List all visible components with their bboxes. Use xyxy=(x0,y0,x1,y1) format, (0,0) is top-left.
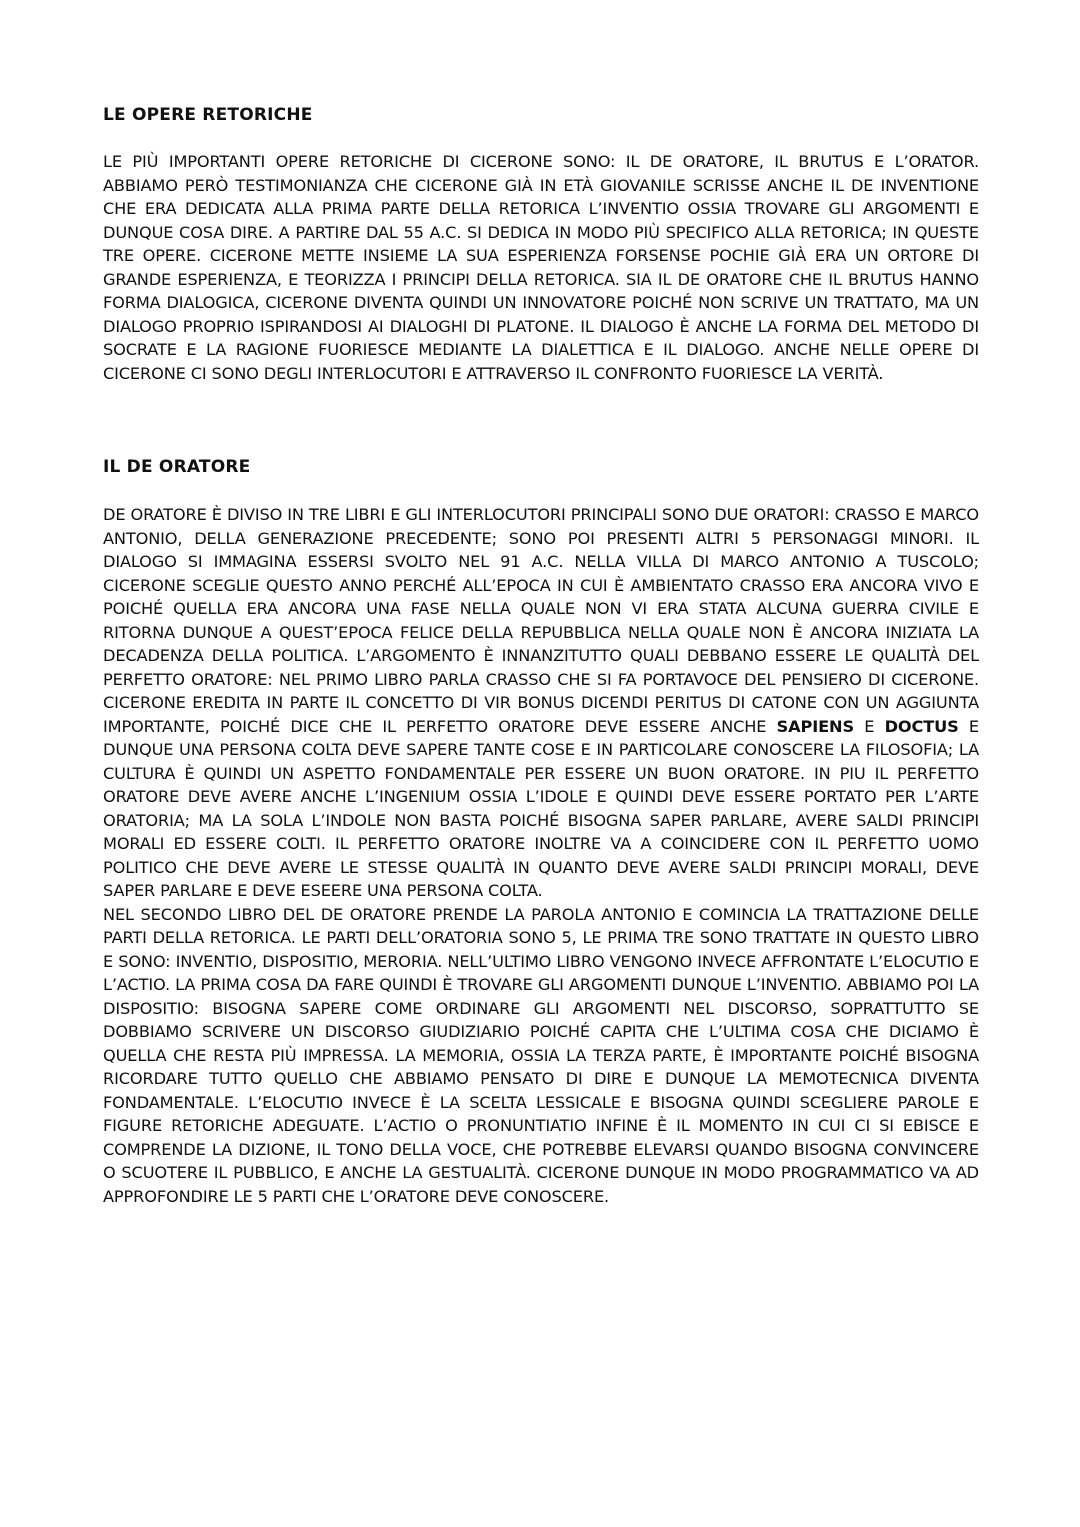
bold-term-doctus: DOCTUS xyxy=(884,716,959,736)
paragraph-text: DE ORATORE È DIVISO IN TRE LIBRI E GLI INTERLOCUTORI PRINCIPALI SONO DUE ORATORI: CRASSO E MARCO ANTONIO, DELLA GENERAZIONE PRECEDENTE; SONO POI PRESENTI ALTRI 5 PERSONAGGI MINORI. IL DIALOGO SI IMMAGINA ESSERSI SVOLTO NEL 91 A.C. NELLA VILLA DI MARCO ANTONIO A TUSCOLO; CICERONE SCEGLIE QUESTO ANNO PERCHÉ ALL’EPOCA IN CUI È AMBIENTATO CRASSO ERA ANCORA VIVO E POICHÉ QUELLA ERA ANCORA UNA FASE NELLA QUALE NON VI ERA STATA ALCUNA GUERRA CIVILE E RITORNA DUNQUE A QUEST’EPOCA FELICE DELLA REPUBBLICA NELLA QUALE NON È ANCORA INIZIATA LA DECADENZA DELLA POLITICA. L’ARGOMENTO È INNANZITUTTO QUALI DEBBANO ESSERE LE QUALITÀ DEL PERFETTO ORATORE: NEL PRIMO LIBRO PARLA CRASSO CHE SI FA PORTAVOCE DEL PENSIERO DI CICERONE. CICERONE EREDITA IN PARTE IL CONCETTO DI VIR BONUS DICENDI PERITUS DI CATONE CON UN AGGIUNTA IMPORTANTE, POICHÉ DICE CHE IL PERFETTO ORATORE DEVE ESSERE ANCHE xyxy=(103,505,979,736)
body-paragraph xyxy=(103,503,979,903)
section-de-oratore xyxy=(103,455,979,1208)
body-paragraph: NEL SECONDO LIBRO DEL DE ORATORE PRENDE LA PAROLA ANTONIO E COMINCIA LA TRATTAZIONE DELLE PARTI DELLA RETORICA. LE PARTI DELL’ORATORIA SONO 5, LE PRIMA TRE SONO TRATTATE IN QUESTO LIBRO E SONO: INVENTIO, DISPOSITIO, MERORIA. NELL’ULTIMO LIBRO VENGONO INVECE AFFRONTATE L’ELOCUTIO E L’ACTIO. LA PRIMA COSA DA FARE QUINDI È TROVARE GLI ARGOMENTI DUNQUE L’INVENTIO. ABBIAMO POI LA DISPOSITIO: BISOGNA SAPERE COME ORDINARE GLI ARGOMENTI NEL DISCORSO, SOPRATTUTTO SE DOBBIAMO SCRIVERE UN DISCORSO GIUDIZIARIO POICHÉ CAPITA CHE L’ULTIMA COSA CHE DICIAMO È QUELLA CHE RESTA PIÙ IMPRESSA. LA MEMORIA, OSSIA LA TERZA PARTE, È IMPORTANTE POICHÉ BISOGNA RICORDARE TUTTO QUELLO CHE ABBIAMO PENSATO DI DIRE E DUNQUE LA MEMOTECNICA DIVENTA FONDAMENTALE. L’ELOCUTIO INVECE È LA SCELTA LESSICALE E BISOGNA QUINDI SCEGLIERE PAROLE E FIGURE RETORICHE ADEGUATE. L’ACTIO O PRONUNTIATIO INFINE È IL MOMENTO IN CUI CI SI EBISCE E COMPRENDE LA DIZIONE, IL TONO DELLA VOCE, CHE POTREBBE ELEVARSI QUANDO BISOGNA CONVINCERE O SCUOTERE IL PUBBLICO, E ANCHE LA GESTUALITÀ. CICERONE DUNQUE IN MODO PROGRAMMATICO VA AD APPROFONDIRE LE 5 PARTI CHE L’ORATORE DEVE CONOSCERE. xyxy=(103,904,979,1206)
section-heading: IL DE ORATORE xyxy=(103,457,251,477)
document-page xyxy=(103,103,979,1208)
section-heading: LE OPERE RETORICHE xyxy=(103,105,313,125)
paragraph-text: E xyxy=(853,716,885,736)
section-opere-retoriche xyxy=(103,103,979,385)
bold-term-sapiens: SAPIENS xyxy=(776,716,854,736)
body-paragraph: LE PIÙ IMPORTANTI OPERE RETORICHE DI CICERONE SONO: IL DE ORATORE, IL BRUTUS E L’ORATOR. ABBIAMO PERÒ TESTIMONIANZA CHE CICERONE GIÀ IN ETÀ GIOVANILE SCRISSE ANCHE IL DE INVENTIONE CHE ERA DEDICATA ALLA PRIMA PARTE DELLA RETORICA L’INVENTIO OSSIA TROVARE GLI ARGOMENTI E DUNQUE COSA DIRE. A PARTIRE DAL 55 A.C. SI DEDICA IN MODO PIÙ SPECIFICO ALLA RETORICA; IN QUESTE TRE OPERE. CICERONE METTE INSIEME LA SUA ESPERIENZA FORSENSE POCHIE GIÀ ERA UN ORTORE DI GRANDE ESPERIENZA, E TEORIZZA I PRINCIPI DELLA RETORICA. SIA IL DE ORATORE CHE IL BRUTUS HANNO FORMA DIALOGICA, CICERONE DIVENTA QUINDI UN INNOVATORE POICHÉ NON SCRIVE UN TRATTATO, MA UN DIALOGO PROPRIO ISPIRANDOSI AI DIALOGHI DI PLATONE. IL DIALOGO È ANCHE LA FORMA DEL METODO DI SOCRATE E LA RAGIONE FUORIESCE MEDIANTE LA DIALETTICA E IL DIALOGO. ANCHE NELLE OPERE DI CICERONE CI SONO DEGLI INTERLOCUTORI E ATTRAVERSO IL CONFRONTO FUORIESCE LA VERITÀ. xyxy=(103,152,979,383)
paragraph-text: E DUNQUE UNA PERSONA COLTA DEVE SAPERE TANTE COSE E IN PARTICOLARE CONOSCERE LA FILOSOFIA; LA CULTURA È QUINDI UN ASPETTO FONDAMENTALE PER ESSERE UN BUON ORATORE. IN PIU IL PERFETTO ORATORE DEVE AVERE ANCHE L’INGENIUM OSSIA L’IDOLE E QUINDI DEVE ESSERE PORTATO PER L’ARTE ORATORIA; MA LA SOLA L’INDOLE NON BASTA POICHÉ BISOGNA SAPER PARLARE, AVERE SALDI PRINCIPI MORALI ED ESSERE COLTI. IL PERFETTO ORATORE INOLTRE VA A COINCIDERE CON IL PERFETTO UOMO POLITICO CHE DEVE AVERE LE STESSE QUALITÀ IN QUANTO DEVE AVERE SALDI PRINCIPI MORALI, DEVE SAPER PARLARE E DEVE ESEERE UNA PERSONA COLTA. xyxy=(103,716,979,900)
